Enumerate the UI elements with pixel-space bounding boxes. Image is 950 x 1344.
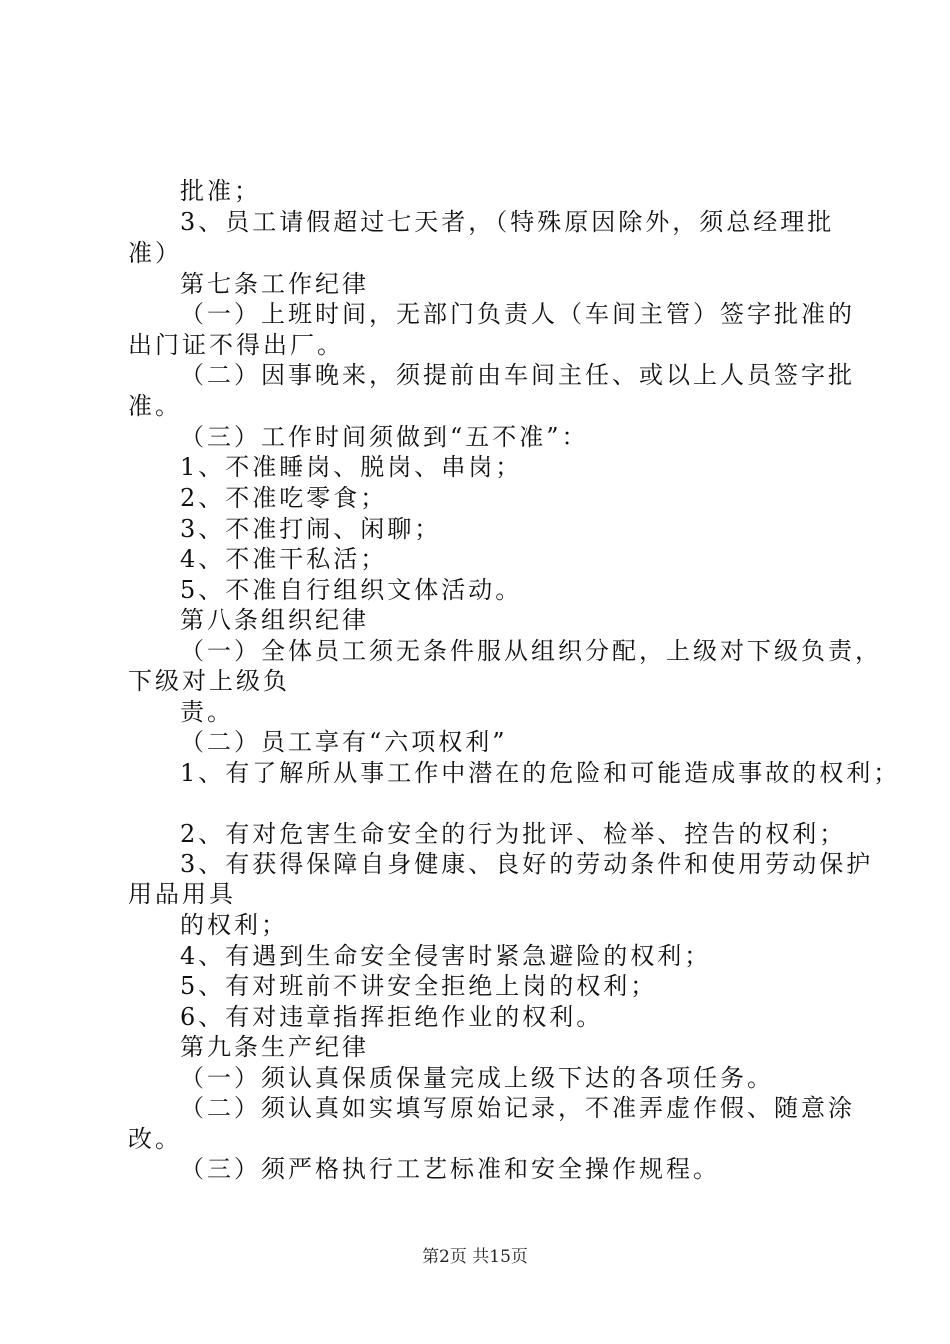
section-heading: 第九条生产纪律 (180, 1033, 369, 1061)
list-item: 4、不准干私活； (180, 545, 388, 573)
text-line: 下级对上级负 (128, 667, 290, 695)
text-line: 用品用具 (128, 880, 236, 908)
text-line: （一）全体员工须无条件服从组织分配，上级对下级负责， (180, 637, 882, 665)
page-number-footer: 第2页 共15页 (422, 1247, 528, 1267)
list-item: 3、有获得保障自身健康、良好的劳动条件和使用劳动保护 (180, 850, 874, 878)
text-line: 准） (128, 239, 182, 267)
text-line: 批准； (180, 177, 261, 205)
list-item: 3、不准打闹、闲聊； (180, 515, 442, 543)
text-line: （一）上班时间，无部门负责人（车间主管）签字批准的 (180, 300, 855, 328)
text-line: 的权利； (180, 911, 288, 939)
list-item: 2、有对危害生命安全的行为批评、检举、控告的权利； (180, 820, 847, 848)
text-line: 出门证不得出厂。 (128, 331, 344, 359)
section-heading: 第七条工作纪律 (180, 270, 369, 298)
text-line: （二）须认真如实填写原始记录，不准弄虚作假、随意涂 (180, 1094, 855, 1122)
list-item: 5、有对班前不讲安全拒绝上岗的权利； (180, 972, 658, 1000)
text-line: （二）因事晚来，须提前由车间主任、或以上人员签字批 (180, 361, 855, 389)
text-line: 改。 (128, 1125, 182, 1153)
list-item: 5、不准自行组织文体活动。 (180, 576, 523, 604)
list-item: 1、有了解所从事工作中潜在的危险和可能造成事故的权利； (180, 759, 901, 787)
list-item: 4、有遇到生命安全侵害时紧急避险的权利； (180, 942, 712, 970)
list-item: 6、有对违章指挥拒绝作业的权利。 (180, 1003, 604, 1031)
section-heading: 第八条组织纪律 (180, 606, 369, 634)
text-line: （二）员工享有“六项权利” (180, 728, 508, 756)
text-line: （三）工作时间须做到“五不准”： (180, 423, 589, 451)
list-item: 2、不准吃零食； (180, 484, 388, 512)
text-line: 准。 (128, 392, 182, 420)
list-item: 1、不准睡岗、脱岗、串岗； (180, 453, 523, 481)
text-line: 责。 (180, 698, 234, 726)
text-line: （三）须严格执行工艺标准和安全操作规程。 (180, 1155, 720, 1183)
text-line: 3、员工请假超过七天者，（特殊原因除外，须总经理批 (180, 208, 835, 236)
text-line: （一）须认真保质保量完成上级下达的各项任务。 (180, 1064, 774, 1092)
